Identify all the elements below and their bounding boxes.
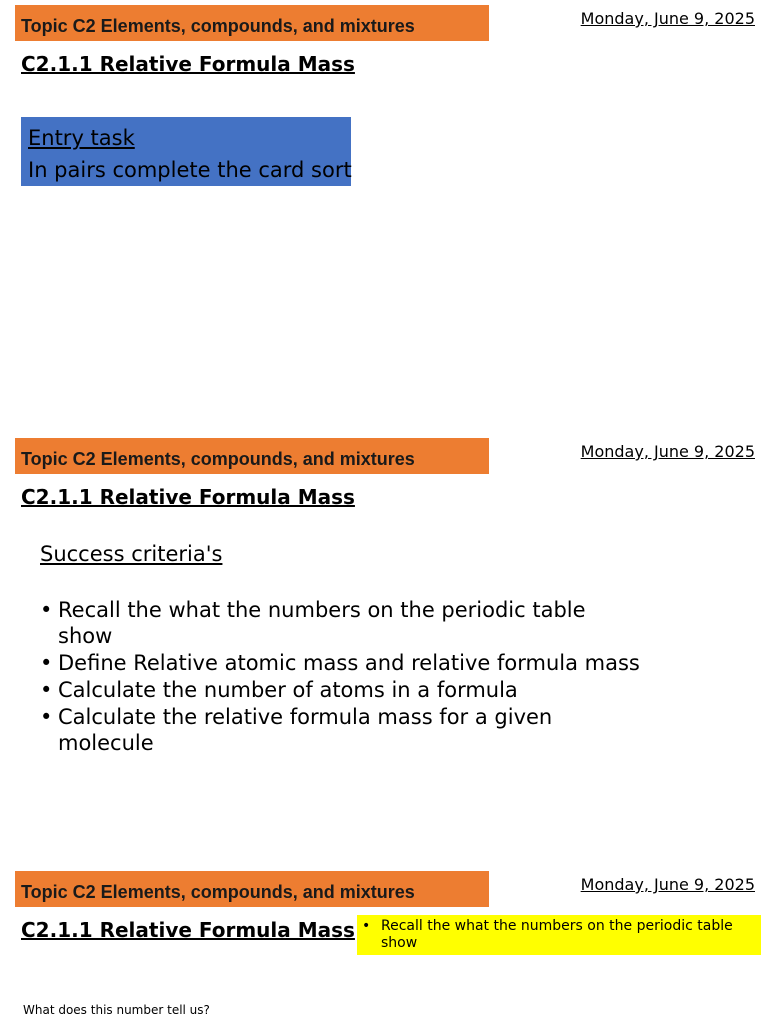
topic-banner: Topic C2 Elements, compounds, and mixtures — [15, 871, 489, 907]
success-criteria — [40, 541, 640, 757]
criteria-item: • Recall the what the numbers on the periodic table show — [40, 597, 640, 649]
slide-title: C2.1.1 Relative Formula Mass — [21, 918, 355, 942]
topic-banner: Topic C2 Elements, compounds, and mixtures — [15, 5, 489, 41]
slide-1 — [0, 0, 768, 434]
success-criteria-heading: Success criteria's — [40, 542, 223, 566]
success-criteria-list — [40, 597, 640, 756]
slide-3 — [0, 866, 768, 1024]
topic-banner: Topic C2 Elements, compounds, and mixtures — [15, 438, 489, 474]
slide-date: Monday, June 9, 2025 — [580, 875, 755, 894]
entry-task-text: In pairs complete the card sort — [28, 158, 352, 182]
criteria-item: • Calculate the relative formula mass for a given molecule — [40, 704, 640, 756]
slide-2 — [0, 433, 768, 867]
criteria-item: • Calculate the number of atoms in a formula — [40, 677, 640, 703]
slide-title: C2.1.1 Relative Formula Mass — [21, 485, 355, 509]
slide-title: C2.1.1 Relative Formula Mass — [21, 52, 355, 76]
criteria-item: • Define Relative atomic mass and relative formula mass — [40, 650, 640, 676]
question-text: What does this number tell us? — [23, 1003, 210, 1017]
slide-date: Monday, June 9, 2025 — [580, 442, 755, 461]
entry-task-box — [21, 117, 351, 186]
slide-date: Monday, June 9, 2025 — [580, 9, 755, 28]
entry-task-heading: Entry task — [28, 126, 135, 150]
highlight-criteria-box: • Recall the what the numbers on the periodic table show — [357, 915, 761, 955]
